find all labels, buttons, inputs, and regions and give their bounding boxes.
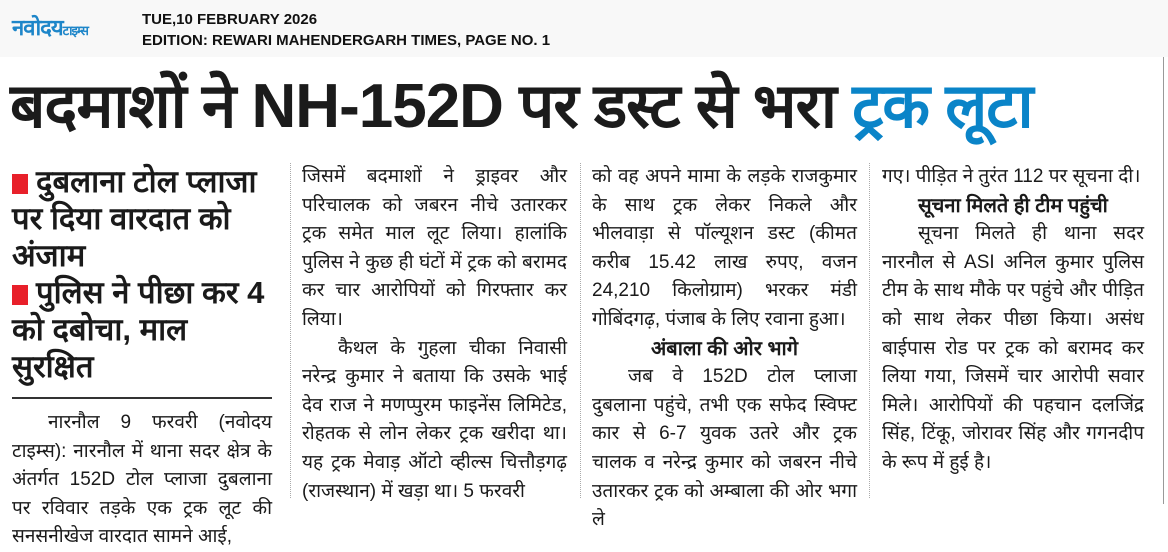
red-square-icon: [12, 285, 28, 305]
column-4: [882, 163, 1144, 478]
paragraph: सूचना मिलते ही थाना सदर नारनौल से ASI अनिल कुमार पुलिस टीम के साथ मौके पर पहुंचे और पीड़ित को साथ लेकर पीछा किया। असंध बाईपास रोड पर ट्रक को बरामद कर लिया गया, जिसमें चार आरोपी सवार मिले। आरोपियों की पहचान दलजिंद्र सिंह, टिंकू, जोरावर सिंह और गगनदीप के रूप में हुई है।: [882, 223, 1144, 473]
newspaper-logo: [12, 12, 88, 42]
column-1: [12, 163, 272, 552]
highlight-bullet: [12, 274, 272, 385]
bullet-text: दुबलाना टोल प्लाजा पर दिया वारदात को अंजाम: [12, 164, 257, 273]
paragraph: नारनौल 9 फरवरी (नवोदय टाइम्स): नारनौल में थाना सदर क्षेत्र के अंतर्गत 152D टोल प्लाजा दुबलाना पर रविवार तड़के एक ट्रक लूट की सनसनीखेज वारदात सामने आई,: [12, 412, 272, 548]
edition-header: [0, 0, 1168, 57]
paragraph: को वह अपने मामा के लड़के राजकुमार के साथ ट्रक लेकर निकले और भीलवाड़ा से पॉल्यूशन डस्ट (कीमत करीब 15.42 लाख रुपए, वजन 24,210 किलोग्राम) भरकर मंडी गोबिंदगढ़, पंजाब के लिए रवाना हुआ।: [592, 166, 857, 330]
logo-main: नवोदय: [12, 15, 63, 40]
edition-meta: [142, 9, 550, 51]
paragraph: कैथल के गुहला चीका निवासी नरेन्द्र कुमार ने बताया कि उसके भाई देव राज ने मणप्पुरम फाइनेंस लिमिटेड, रोहतक से लोन लेकर ट्रक खरीदा था। यह ट्रक मेवाड़ ऑटो व्हील्स चित्तौड़गढ़ (राजस्थान) में खड़ा था। 5 फरवरी: [302, 337, 567, 502]
subheading: सूचना मिलते ही टीम पहुंची: [918, 194, 1108, 217]
subheading: अंबाला की ओर भागे: [651, 337, 798, 360]
paragraph: जब वे 152D टोल प्लाजा दुबलाना पहुंचे, तभी एक सफेद स्विफ्ट कार से 6-7 युवक उतरे और ट्रक चालक व नरेन्द्र कुमार को जबरन नीचे उतारकर ट्रक को अम्बाला की ओर भगा ले: [592, 366, 857, 531]
column-divider: [290, 163, 291, 498]
column-divider: [580, 163, 581, 498]
divider: [12, 397, 272, 399]
border-line: [1163, 57, 1164, 504]
logo-small: टाइम्स: [62, 23, 88, 38]
headline-accent: ट्रक लूटा: [852, 72, 1033, 141]
highlight-bullet: [12, 163, 272, 274]
column-2: [302, 163, 567, 506]
headline-main: बदमाशों ने NH-152D पर डस्ट से भरा: [10, 72, 853, 141]
bullet-text: पुलिस ने पीछा कर 4 को दबोचा, माल सुरक्षित: [12, 275, 265, 384]
column-divider: [869, 163, 870, 498]
edition-info: EDITION: REWARI MAHENDERGARH TIMES, PAGE NO. 1: [142, 32, 551, 49]
paragraph: जिसमें बदमाशों ने ड्राइवर और परिचालक को जबरन नीचे उतारकर ट्रक समेत माल लूट लिया। हालांकि पुलिस ने कुछ ही घंटों में ट्रक को बरामद कर चार आरोपियों को गिरफ्तार कर लिया।: [302, 166, 567, 330]
headline: [10, 62, 1160, 152]
column-3: [592, 163, 857, 535]
red-square-icon: [12, 174, 28, 194]
publication-date: TUE,10 FEBRUARY 2026: [142, 11, 318, 28]
paragraph: गए। पीड़ित ने तुरंत 112 पर सूचना दी।: [882, 166, 1141, 187]
